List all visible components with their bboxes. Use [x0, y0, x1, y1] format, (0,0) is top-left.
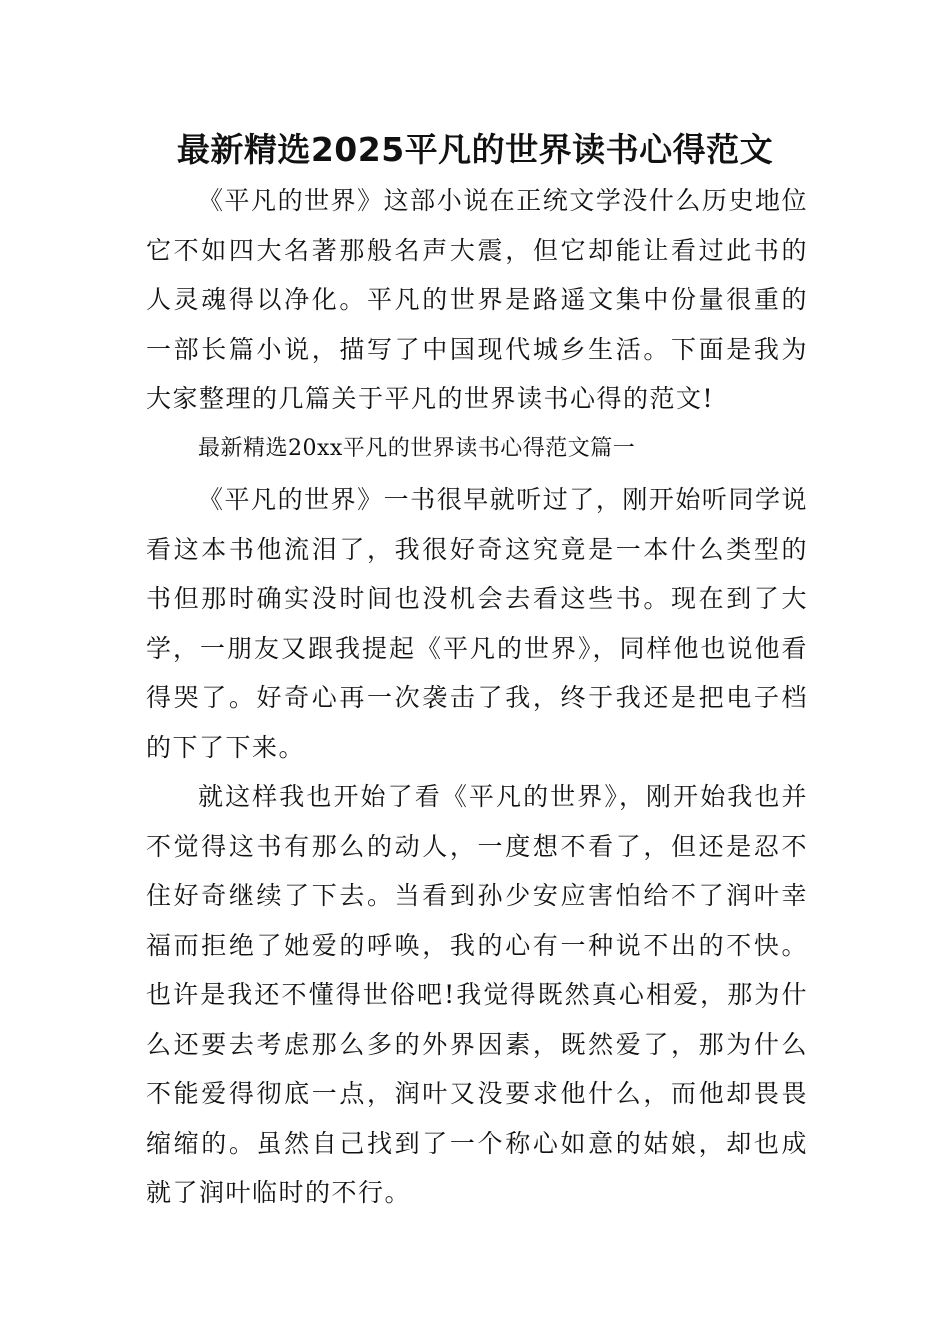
body-paragraph: 就这样我也开始了看《平凡的世界》，刚开始我也并不觉得这书有那么的动人，一度想不看了，但还是忍不住好奇继续了下去。当看到孙少安应害怕给不了润叶幸福而拒绝了她爱的呼唤，我的心有一种说不出的不快。也许是我还不懂得世俗吧!我觉得既然真心相爱，那为什么还要去考虑那么多的外界因素，既然爱了，那为什么不能爱得彻底一点，润叶又没要求他什么，而他却畏畏缩缩的。虽然自己找到了一个称心如意的姑娘，却也成就了润叶临时的不行。 [146, 782, 808, 1207]
body-paragraph: 《平凡的世界》一书很早就听过了，刚开始听同学说看这本书他流泪了，我很好奇这究竟是一本什么类型的书但那时确实没时间也没机会去看这些书。现在到了大学，一朋友又跟我提起《平凡的世界》，同样他也说他看得哭了。好奇心再一次袭击了我，终于我还是把电子档的下了下来。 [146, 485, 808, 762]
intro-paragraph: 《平凡的世界》这部小说在正统文学没什么历史地位它不如四大名著那般名声大震，但它却能让看过此书的人灵魂得以净化。平凡的世界是路遥文集中份量很重的一部长篇小说，描写了中国现代城乡生活。下面是我为大家整理的几篇关于平凡的世界读书心得的范文! [146, 186, 808, 413]
document-title: 最新精选2025平凡的世界读书心得范文 [176, 130, 774, 169]
section-heading: 最新精选20xx平凡的世界读书心得范文篇一 [198, 436, 636, 461]
